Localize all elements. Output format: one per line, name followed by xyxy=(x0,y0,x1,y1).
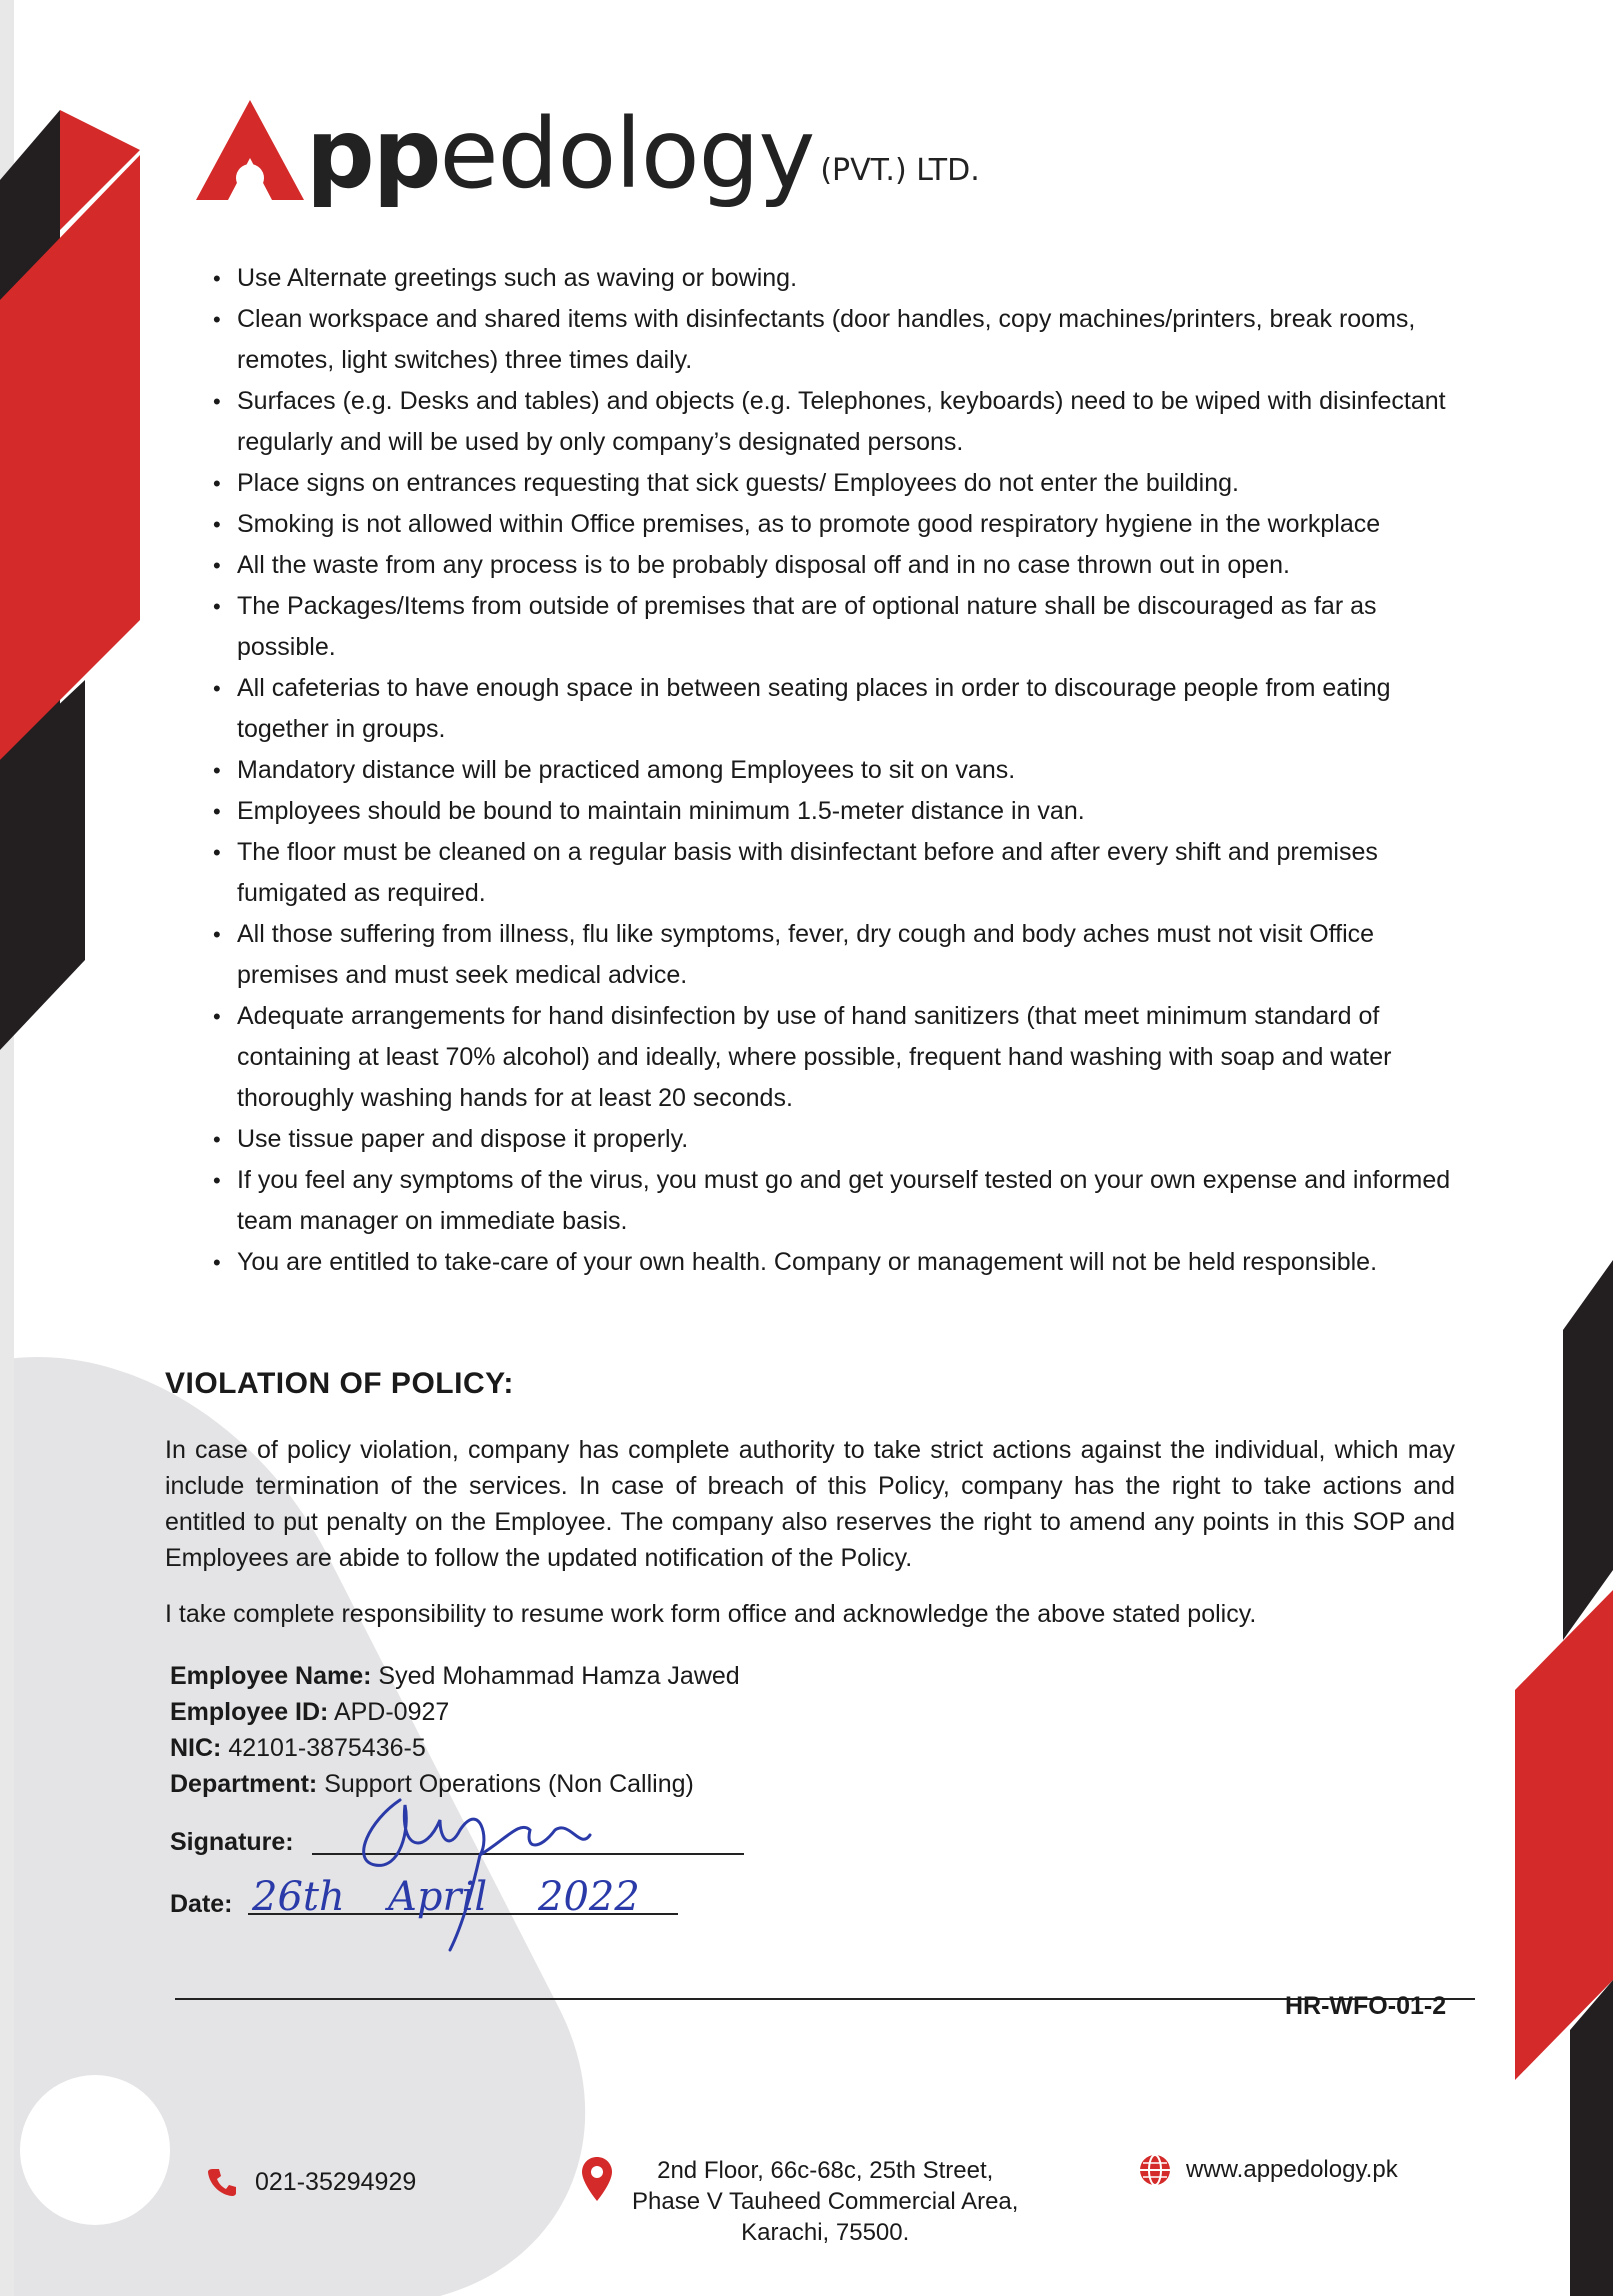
employee-id-label: Employee ID: xyxy=(170,1698,329,1726)
violation-paragraph: In case of policy violation, company has complete authority to take strict actions against the individual, which may include termination of the services. In case of breach of this Policy, company has the right to take actions and entitled to put penalty on the Employee. The company also reserves the right to amend any points in this SOP and Employees are abide to follow the updated notification of the Policy. xyxy=(165,1436,1455,1572)
list-item: • If you feel any symptoms of the virus, you must go and get yourself tested on your own expense and informed team manager on immediate basis. xyxy=(213,1160,1463,1242)
list-item: • The Packages/Items from outside of premises that are of optional nature shall be discouraged as far as possible. xyxy=(213,586,1463,668)
footer-divider xyxy=(175,1998,1475,2000)
nic-value: 42101-3875436-5 xyxy=(228,1734,426,1762)
phone-number: 021-35294929 xyxy=(255,2167,417,2196)
department-value: Support Operations (Non Calling) xyxy=(324,1770,694,1798)
list-item: • All those suffering from illness, flu like symptoms, fever, dry cough and body aches must not visit Office premises and must seek medical advice. xyxy=(213,914,1463,996)
list-item: • All the waste from any process is to be probably disposal off and in no case thrown out in open. xyxy=(213,545,1463,586)
address-line-2: Phase V Tauheed Commercial Area, xyxy=(632,2188,1019,2215)
list-item: • Place signs on entrances requesting that sick guests/ Employees do not enter the building. xyxy=(213,463,1463,504)
address-line-3: Karachi, 75500. xyxy=(741,2219,910,2246)
list-item: • Use tissue paper and dispose it properly. xyxy=(213,1119,1463,1160)
list-item: • Clean workspace and shared items with disinfectants (door handles, copy machines/printers, break rooms, remotes, light switches) three times daily. xyxy=(213,299,1463,381)
list-item: • You are entitled to take-care of your own health. Company or management will not be held responsible. xyxy=(213,1242,1463,1283)
nic-label: NIC: xyxy=(170,1734,222,1762)
acknowledgement-text: I take complete responsibility to resume work form office and acknowledge the above stated policy. xyxy=(165,1600,1257,1628)
handwritten-date xyxy=(248,1870,648,1920)
list-item: • Surfaces (e.g. Desks and tables) and objects (e.g. Telephones, keyboards) need to be wiped with disinfectant regularly and will be used by only company’s designated persons. xyxy=(213,381,1463,463)
address-line-1: 2nd Floor, 66c-68c, 25th Street, xyxy=(657,2157,994,2184)
date-year: 2022 xyxy=(538,1874,640,1920)
list-item: • Use Alternate greetings such as waving or bowing. xyxy=(213,258,1463,299)
date-month: April xyxy=(388,1874,488,1920)
list-item: • Employees should be bound to maintain minimum 1.5-meter distance in van. xyxy=(213,791,1463,832)
date-day: 26th xyxy=(252,1874,345,1920)
employee-name-row xyxy=(170,1658,740,1694)
phone-icon xyxy=(205,2165,239,2199)
list-item: • Mandatory distance will be practiced among Employees to sit on vans. xyxy=(213,750,1463,791)
document-reference: HR-WFO-01-2 xyxy=(1285,1992,1447,2020)
logo-pp-text: pp xyxy=(306,98,440,210)
violation-heading: VIOLATION OF POLICY: xyxy=(165,1367,514,1400)
policy-bullet-list xyxy=(213,258,1463,1283)
logo-suffix: (PVT.) LTD. xyxy=(820,153,980,188)
logo-edology-text: edology xyxy=(439,98,815,210)
nic-row xyxy=(170,1730,740,1766)
date-label: Date: xyxy=(170,1890,233,1918)
list-item: • All cafeterias to have enough space in between seating places in order to discourage people from eating together in groups. xyxy=(213,668,1463,750)
list-item: • The floor must be cleaned on a regular basis with disinfectant before and after every shift and premises fumigated as required. xyxy=(213,832,1463,914)
list-item: • Smoking is not allowed within Office premises, as to promote good respiratory hygiene in the workplace xyxy=(213,504,1463,545)
employee-name-value: Syed Mohammad Hamza Jawed xyxy=(378,1662,740,1690)
website-link[interactable]: www.appedology.pk xyxy=(1186,2156,1398,2183)
employee-id-value: APD-0927 xyxy=(333,1698,450,1726)
employee-id-row xyxy=(170,1694,740,1730)
address-text xyxy=(632,2155,1018,2248)
footer-address xyxy=(580,2155,1018,2248)
footer-phone xyxy=(205,2165,416,2199)
signature-label: Signature: xyxy=(170,1828,294,1856)
footer-website xyxy=(1138,2153,1398,2187)
page-footer xyxy=(0,2155,1613,2255)
location-pin-icon xyxy=(580,2155,614,2203)
department-label: Department: xyxy=(170,1770,318,1798)
globe-icon xyxy=(1138,2153,1172,2187)
employee-name-label: Employee Name: xyxy=(170,1662,372,1690)
list-item: • Adequate arrangements for hand disinfection by use of hand sanitizers (that meet minimum standard of containing at least 70% alcohol) and ideally, where possible, frequent hand washing with soap and water thoroughly washing hands for at least 20 seconds. xyxy=(213,996,1463,1119)
